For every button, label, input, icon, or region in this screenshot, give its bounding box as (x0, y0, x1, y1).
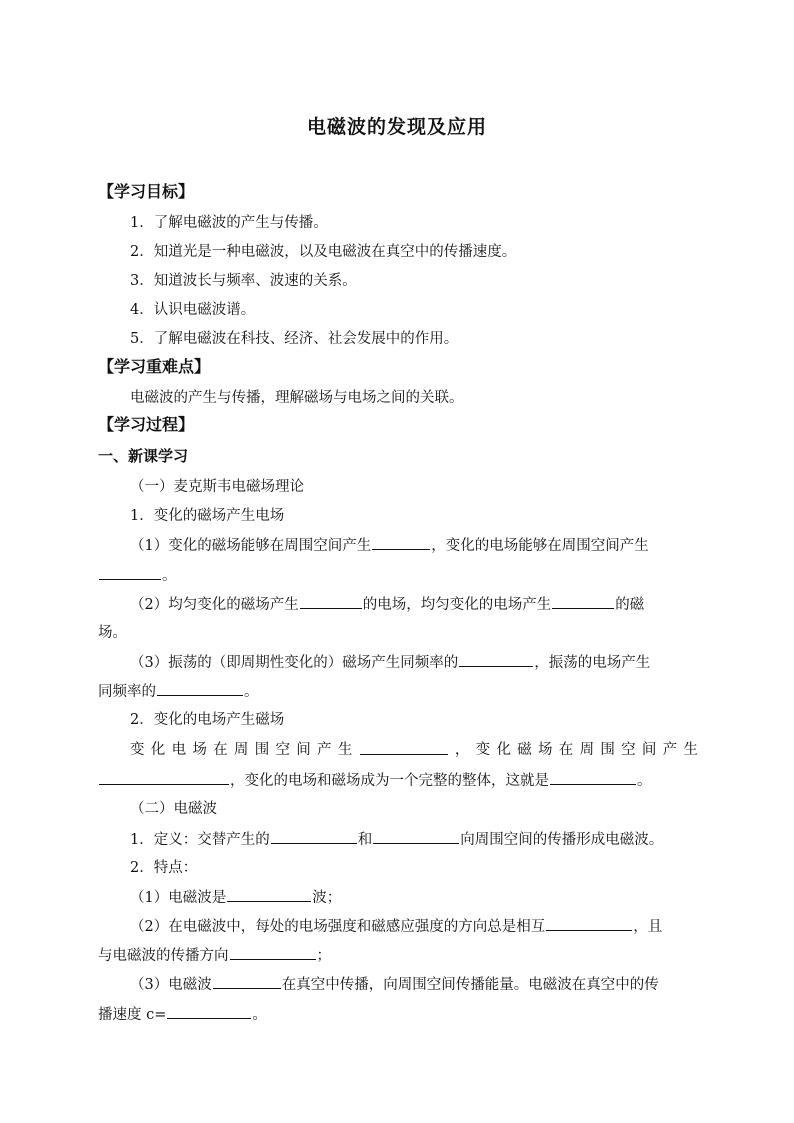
question-1-text-b: ，变化的电场能够在周围空间产生 (431, 538, 649, 554)
question-3-text-b: ，振荡的电场产生 (534, 655, 651, 671)
feature-3-text-d: 。 (252, 1007, 267, 1023)
q4-char: 周 (233, 742, 249, 758)
q4-char: 间 (296, 742, 311, 758)
answer-blank[interactable] (373, 829, 459, 844)
answer-blank[interactable] (550, 770, 636, 785)
q4-char: 空 (621, 742, 636, 758)
question-2-cont: 场。 (98, 625, 127, 641)
q4-char: 电 (171, 742, 187, 758)
answer-blank[interactable] (300, 594, 362, 609)
q4-char: 空 (275, 742, 290, 758)
question-1 (130, 535, 649, 556)
question-1-cont (98, 565, 177, 586)
answer-blank[interactable] (157, 681, 243, 696)
question-3-cont (98, 681, 259, 702)
question-3-text-a: （3）振荡的（即周期性变化的）磁场产生同频率的 (130, 655, 459, 671)
feature-2-text-d: ； (316, 948, 331, 964)
goal-item-4: 4．认识电磁波谱。 (130, 302, 256, 318)
answer-blank[interactable] (230, 945, 316, 960)
question-3-text-d: 。 (244, 684, 259, 700)
definition-text-a: 1．定义：交替产生的 (130, 832, 270, 848)
new-lesson-heading: 一、新课学习 (98, 447, 189, 465)
answer-blank[interactable] (167, 1004, 251, 1019)
answer-blank[interactable] (552, 594, 614, 609)
q4-char: 在 (213, 742, 228, 758)
answer-blank[interactable] (271, 829, 357, 844)
question-1-text-c: 。 (162, 568, 177, 584)
q4-char: 间 (641, 742, 657, 758)
feature-3-text-b: 在真空中传播，向周围空间传播能量。电磁波在真空中的传 (281, 977, 659, 993)
definition-text-c: 向周围空间的传播形成电磁波。 (460, 832, 664, 848)
question-2-text-a: （2）均匀变化的磁场产生 (130, 597, 299, 613)
feature-2-text-c: 与电磁波的传播方向 (98, 948, 229, 964)
question-3-text-c: 同频率的 (98, 684, 156, 700)
feature-3-text-a: （3）电磁波 (130, 977, 212, 993)
goal-item-3: 3．知道波长与频率、波速的关系。 (130, 273, 357, 289)
question-2 (130, 594, 644, 615)
question-4-text-c: 。 (637, 773, 652, 789)
answer-blank[interactable] (459, 652, 533, 667)
em-wave-heading: （二）电磁波 (130, 801, 217, 817)
answer-blank[interactable] (227, 887, 311, 902)
section-heading-goals: 【学习目标】 (98, 182, 195, 201)
maxwell-point-1: 1．变化的磁场产生电场 (130, 508, 285, 524)
answer-blank[interactable] (546, 916, 632, 931)
definition-text-b: 和 (357, 832, 373, 848)
feature-2-text-a: （2）在电磁波中，每处的电场强度和磁感应强度的方向总是相互 (130, 919, 546, 935)
feature-3-text-c: 播速度 c= (98, 1007, 167, 1023)
goal-item-2: 2．知道光是一种电磁波，以及电磁波在真空中的传播速度。 (130, 244, 517, 260)
q4-char: 变 (475, 742, 491, 758)
answer-blank[interactable] (360, 740, 448, 755)
answer-blank[interactable] (99, 565, 161, 580)
question-3 (130, 652, 650, 673)
maxwell-point-2: 2．变化的电场产生磁场 (130, 712, 285, 728)
q4-char: 周 (579, 742, 595, 758)
question-2-text-c: 的磁 (615, 597, 645, 613)
question-4-cont (98, 770, 652, 791)
q4-comma: ， (454, 742, 470, 758)
q4-char: 磁 (517, 742, 532, 758)
q4-char: 场 (192, 742, 207, 758)
q4-char: 化 (496, 742, 511, 758)
answer-blank[interactable] (99, 770, 229, 785)
question-4 (130, 740, 698, 760)
question-1-text-a: （1）变化的磁场能够在周围空间产生 (130, 538, 372, 554)
feature-3 (130, 974, 659, 995)
question-4-text-b: ，变化的电场和磁场成为一个完整的整体，这就是 (230, 773, 549, 789)
q4-char: 在 (558, 742, 574, 758)
difficulty-text: 电磁波的产生与传播，理解磁场与电场之间的关联。 (130, 390, 464, 406)
page-title: 电磁波的发现及应用 (306, 116, 487, 138)
q4-char: 生 (337, 742, 353, 758)
goal-item-1: 1．了解电磁波的产生与传播。 (130, 215, 328, 231)
question-2-text-b: 的电场，均匀变化的电场产生 (362, 597, 552, 613)
feature-2-cont (98, 945, 331, 966)
q4-char: 化 (150, 742, 166, 758)
feature-1-text-a: （1）电磁波是 (130, 890, 227, 906)
feature-3-cont (98, 1004, 267, 1025)
q4-char: 围 (600, 742, 615, 758)
q4-char: 变 (130, 742, 145, 758)
q4-char: 产 (662, 742, 678, 758)
q4-char: 生 (683, 742, 698, 758)
feature-2-text-b: ，且 (633, 919, 663, 935)
feature-2 (130, 916, 662, 937)
answer-blank[interactable] (372, 535, 430, 550)
em-wave-definition (130, 829, 663, 850)
feature-1 (130, 887, 341, 908)
q4-char: 产 (317, 742, 332, 758)
maxwell-heading: （一）麦克斯韦电磁场理论 (130, 479, 304, 495)
answer-blank[interactable] (213, 974, 281, 989)
goal-item-5: 5．了解电磁波在科技、经济、社会发展中的作用。 (130, 331, 459, 347)
q4-char: 围 (254, 742, 270, 758)
section-heading-process: 【学习过程】 (98, 415, 195, 434)
feature-1-text-b: 波； (312, 890, 342, 906)
q4-char: 场 (538, 742, 553, 758)
em-wave-features: 2．特点： (130, 860, 198, 876)
section-heading-difficulty: 【学习重难点】 (98, 357, 211, 376)
